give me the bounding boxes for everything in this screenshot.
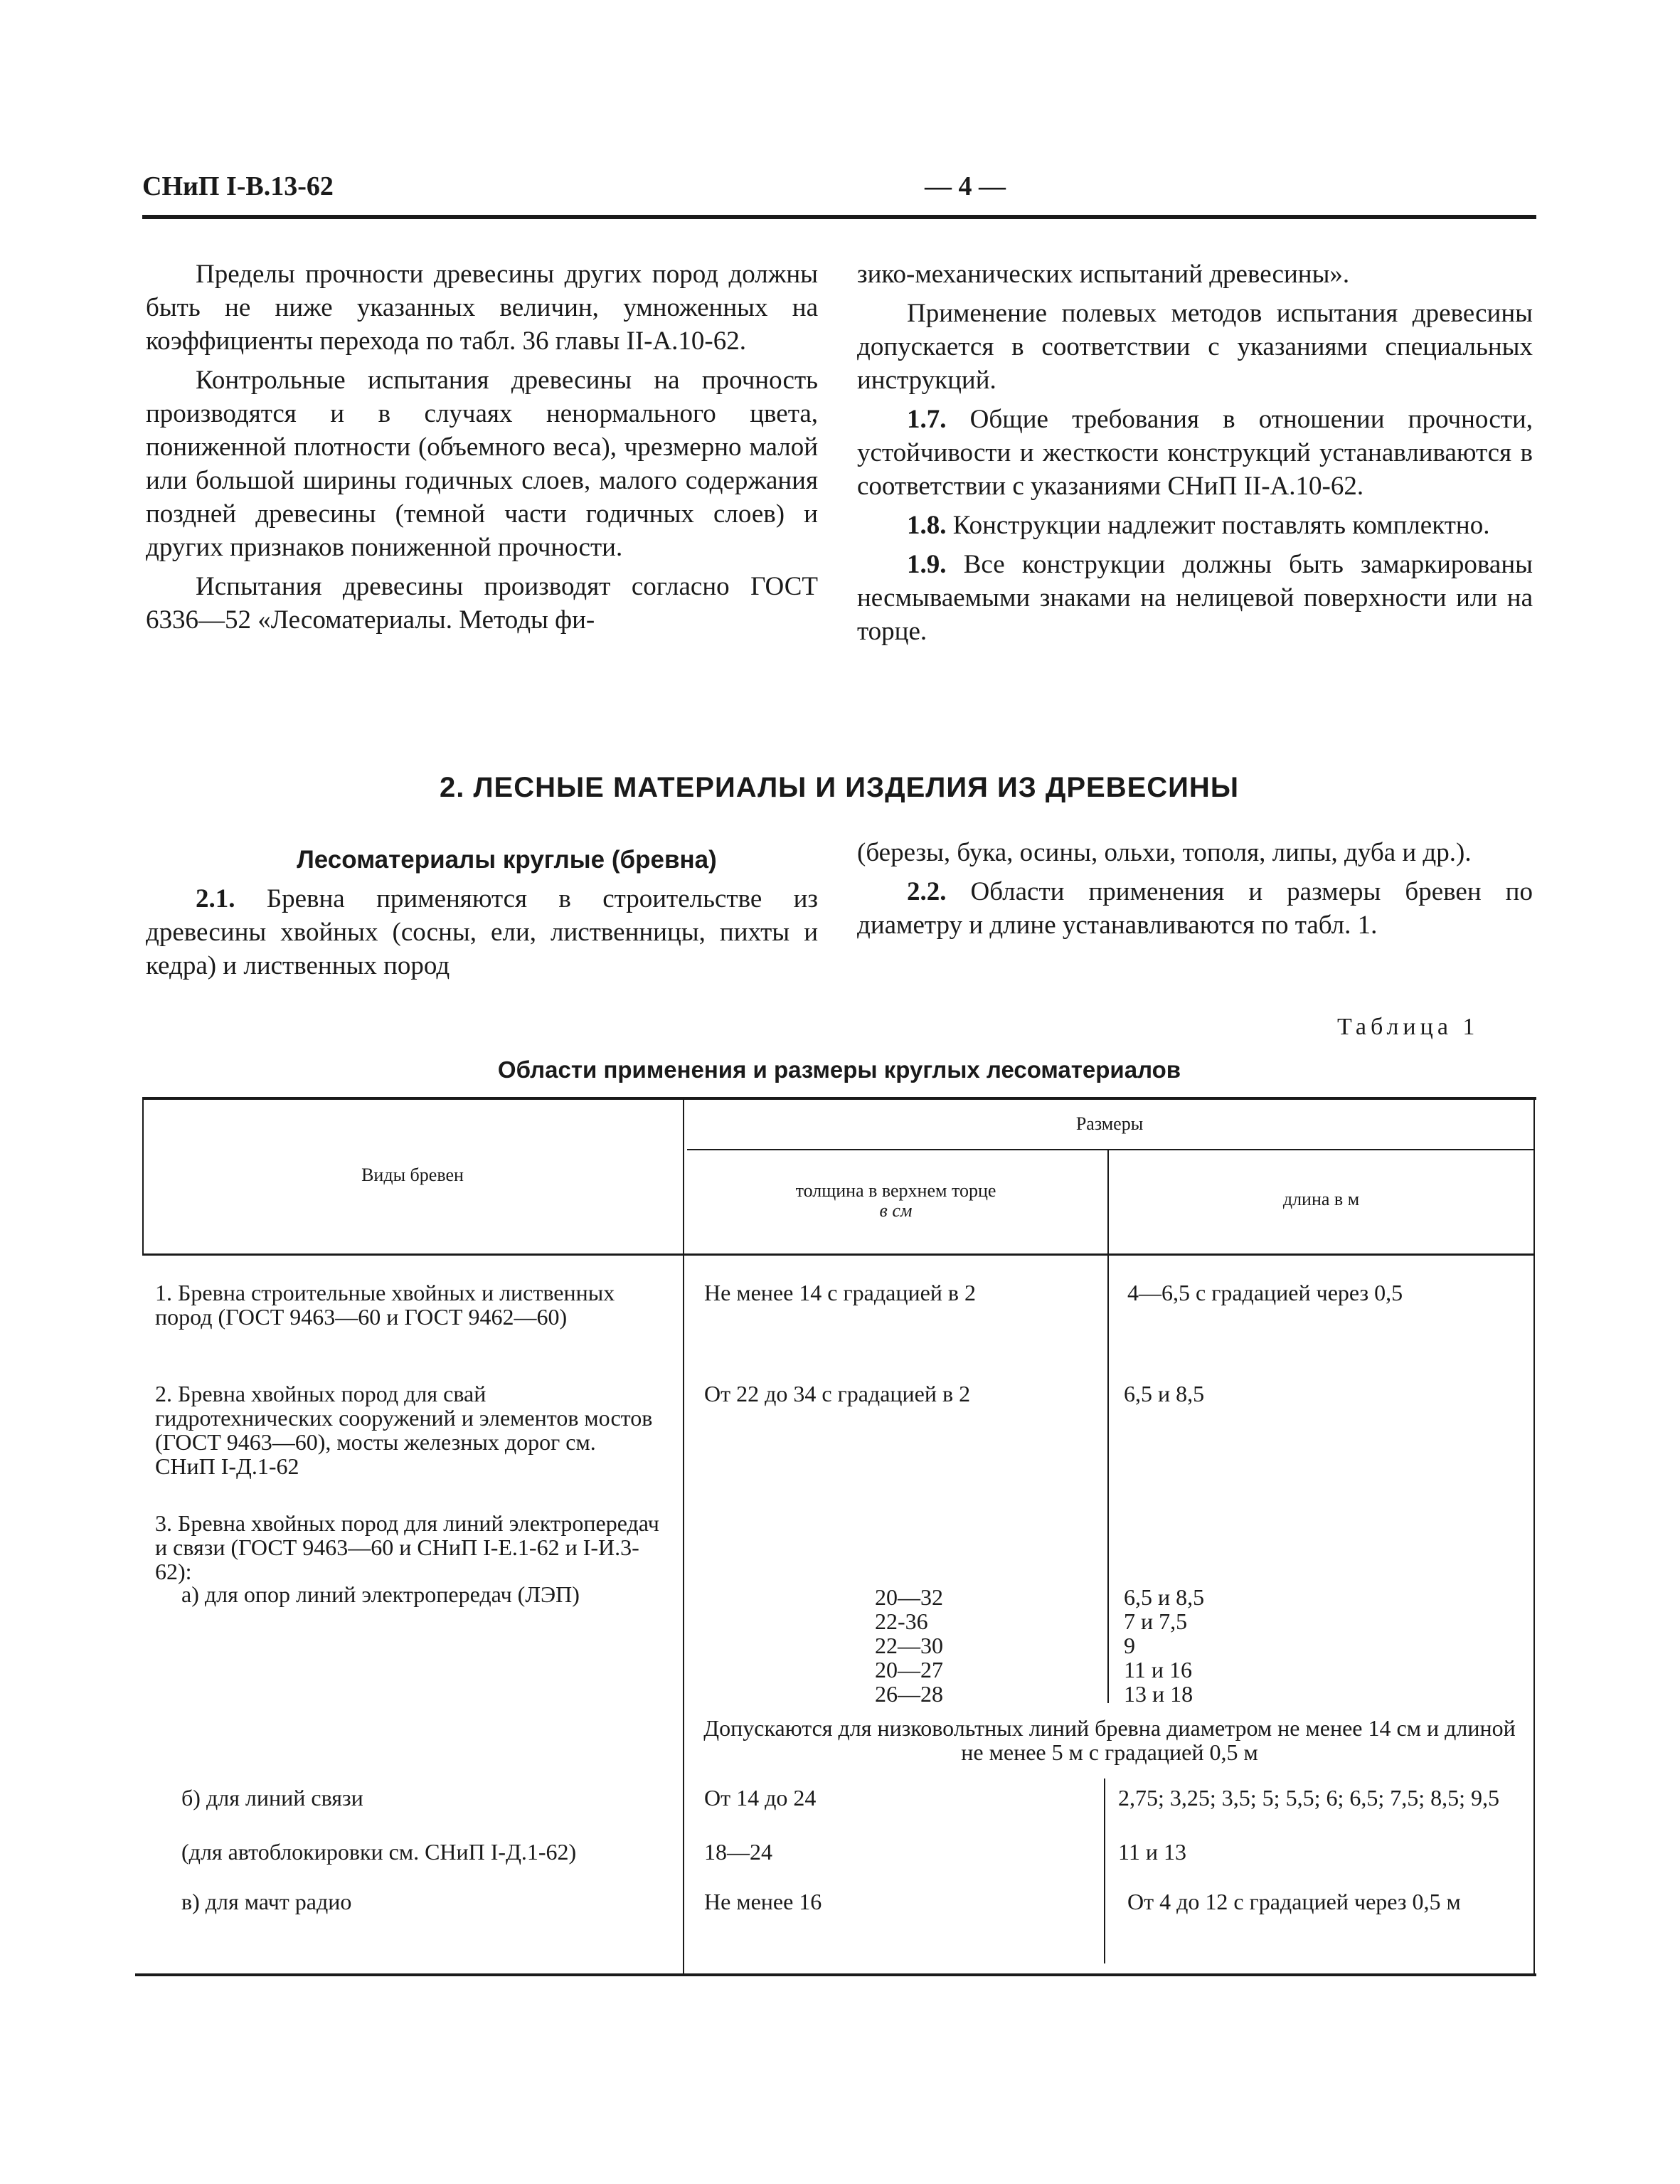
- row1-thickness: Не менее 14 с градацией в 2: [704, 1280, 976, 1305]
- table-label: Таблица 1: [1337, 1014, 1479, 1040]
- row3b-length: 2,75; 3,25; 3,5; 5; 5,5; 6; 6,5; 7,5; 8,5; 9,5: [1118, 1785, 1500, 1811]
- paragraph: (березы, бука, осины, ольхи, тополя, липы, дуба и др.).: [857, 838, 1472, 867]
- header-sizes: Размеры: [1075, 1113, 1144, 1134]
- column-divider-1: [683, 1097, 684, 1976]
- row3a-thickness-value: 20—27: [875, 1657, 943, 1682]
- clause-2-2: [857, 875, 1533, 942]
- row1-type: 1. Бревна строительные хвойных и лиственных пород (ГОСТ 9463—60 и ГОСТ 9462—60): [155, 1280, 615, 1330]
- paragraph: Испытания древесины производят согласно ГОСТ 6336—52 «Лесоматериалы. Методы фи-: [146, 572, 818, 635]
- subsection-heading: Лесоматериалы круглые (бревна): [297, 846, 717, 874]
- row3b-thickness: От 14 до 24: [704, 1785, 817, 1811]
- row3a-thickness-value: 20—32: [875, 1584, 943, 1610]
- clause-2-1: [146, 882, 818, 982]
- row1-length: 4—6,5 с градацией через 0,5: [1127, 1280, 1403, 1305]
- clause-text: Области применения и размеры бревен по диаметру и длине устанавливаются по табл. 1.: [857, 877, 1533, 940]
- row3-autoblock-thickness: 18—24: [704, 1839, 772, 1865]
- row3-autoblock-length: 11 и 13: [1118, 1839, 1186, 1865]
- row3a-length-value: 13 и 18: [1124, 1681, 1193, 1707]
- row3a-length-value: 7 и 7,5: [1124, 1608, 1188, 1634]
- clause-text: Общие требования в отношении прочности, устойчивости и жесткости конструкций устанавливаются в соответствии с указаниями СНиП II-А.10-62.: [857, 405, 1533, 501]
- paragraph: Пределы прочности древесины других пород должны быть не ниже указанных величин, умноженных на коэффициенты перехода по табл. 36 главы II-А.10-62.: [146, 260, 818, 356]
- header-sub-rule: [687, 1149, 1535, 1150]
- sizes-table: [135, 1097, 1536, 1979]
- row3a-length-value: 6,5 и 8,5: [1124, 1584, 1205, 1610]
- clause-number: 2.2.: [907, 877, 947, 906]
- header-bottom-rule: [142, 1253, 1535, 1256]
- table-top-rule: [142, 1097, 1536, 1100]
- row3-autoblock-type: (для автоблокировки см. СНиП I-Д.1-62): [181, 1839, 577, 1865]
- row3a-thickness-value: 26—28: [875, 1681, 943, 1707]
- row3c-thickness: Не менее 16: [704, 1889, 822, 1914]
- paragraph: Контрольные испытания древесины на прочность производятся и в случаях ненормального цвета, пониженной плотности (объемного веса), чрезмерно малой или большой ширины годичных слоев, малого содержания поздней древесины (темной части годичных слоев) и других признаков пониженной прочности.: [146, 366, 818, 562]
- paragraph: зико-механических испытаний древесины».: [857, 260, 1350, 289]
- row2-thickness: От 22 до 34 с градацией в 2: [704, 1381, 971, 1406]
- document-code: СНиП I-В.13-62: [142, 171, 334, 201]
- header-types: Виды бревен: [361, 1165, 464, 1185]
- section-title: 2. ЛЕСНЫЕ МАТЕРИАЛЫ И ИЗДЕЛИЯ ИЗ ДРЕВЕСИНЫ: [440, 772, 1239, 803]
- left-column-section2: [146, 843, 818, 988]
- row2-type: 2. Бревна хвойных пород для свай гидротехнических сооружений и элементов мостов (ГОСТ 9463—60), мосты железных дорог см. СНиП I-Д.1-62: [155, 1381, 653, 1479]
- paragraph: Применение полевых методов испытания древесины допускается в соответствии с указаниями специальных инструкций.: [857, 299, 1533, 395]
- row3a-thickness-list: [875, 1585, 974, 1706]
- table-right-border: [1533, 1097, 1535, 1976]
- clause-text: Все конструкции должны быть замаркированы несмываемыми знаками на нелицевой поверхности или на торце.: [857, 550, 1533, 646]
- page-number: — 4 —: [925, 171, 1006, 201]
- body-divider-a: [1107, 1255, 1109, 1703]
- page-header: [142, 171, 1536, 219]
- header-thickness-label: толщина в верхнем торце: [795, 1180, 996, 1201]
- row3a-length-list: [1124, 1585, 1337, 1706]
- clause-number: 1.8.: [907, 511, 947, 540]
- left-column: [146, 258, 818, 642]
- clause-number: 1.9.: [907, 550, 947, 579]
- clause-1-9: [857, 548, 1533, 648]
- row3-note: Допускаются для низковольтных линий бревна диаметром не менее 14 см и длиной не менее 5 м с градацией 0,5 м: [703, 1715, 1516, 1765]
- right-column: [857, 258, 1533, 654]
- row3a-thickness-value: 22—30: [875, 1633, 943, 1658]
- header-thickness: [684, 1181, 1107, 1221]
- right-column-section2: [857, 836, 1533, 948]
- row2-length: 6,5 и 8,5: [1124, 1381, 1205, 1406]
- clause-number: 2.1.: [196, 884, 235, 913]
- clause-1-8: [857, 509, 1533, 542]
- clause-text: Конструкции надлежит поставлять комплектно.: [952, 511, 1490, 540]
- header-length: длина в м: [1282, 1189, 1360, 1209]
- row3b-type: б) для линий связи: [181, 1785, 363, 1811]
- clause-text: Бревна применяются в строительстве из древесины хвойных (сосны, ели, лиственницы, пихты и кедра) и лиственных пород: [146, 884, 819, 980]
- row3a-length-value: 11 и 16: [1124, 1657, 1192, 1682]
- row3-type: 3. Бревна хвойных пород для линий электропередач и связи (ГОСТ 9463—60 и СНиП I-Е.1-62 и I-И.3-62):: [155, 1510, 659, 1584]
- row3c-length: От 4 до 12 с градацией через 0,5 м: [1127, 1889, 1461, 1914]
- row3c-type: в) для мачт радио: [181, 1889, 352, 1914]
- clause-1-7: [857, 403, 1533, 503]
- row3a-thickness-value: 22-36: [875, 1608, 928, 1634]
- clause-number: 1.7.: [907, 405, 947, 434]
- table-bottom-rule: [135, 1973, 1536, 1976]
- row3a-type: а) для опор линий электропередач (ЛЭП): [181, 1581, 580, 1607]
- header-thickness-unit: в см: [879, 1200, 913, 1221]
- table-caption: Области применения и размеры круглых лесоматериалов: [497, 1056, 1181, 1083]
- body-divider-b: [1104, 1779, 1105, 1963]
- row3a-length-value: 9: [1124, 1633, 1135, 1658]
